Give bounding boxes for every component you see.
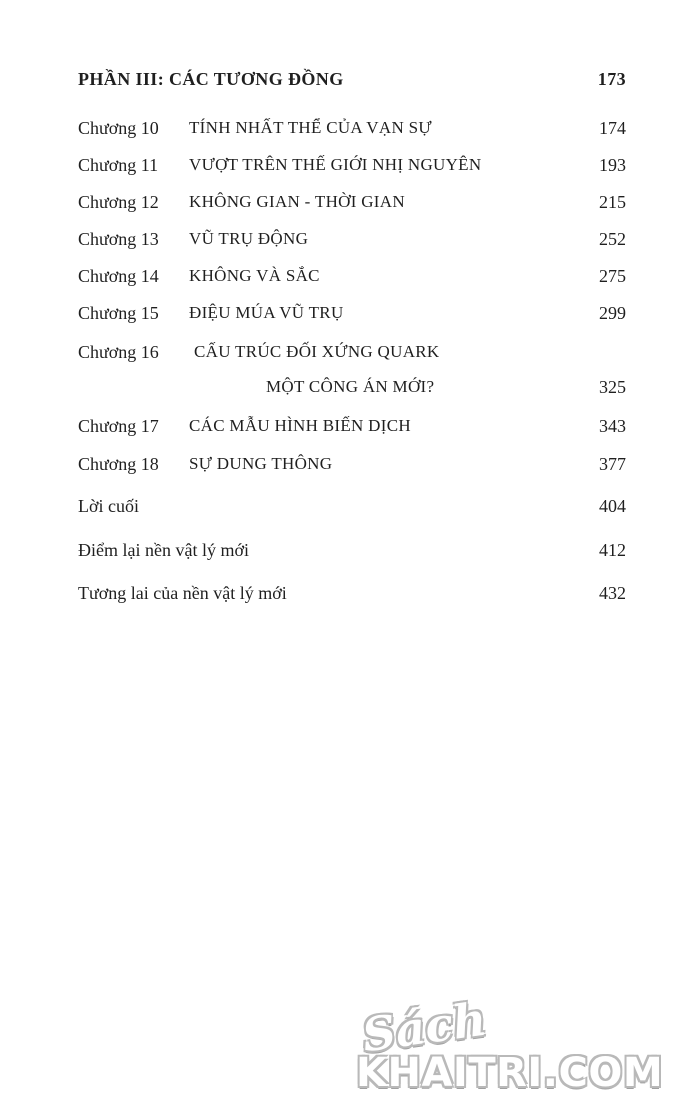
chapter-title-line-2: MỘT CÔNG ÁN MỚI?: [266, 377, 435, 396]
chapter-label: Chương 15: [78, 303, 159, 323]
chapter-title: ĐIỆU MÚA VŨ TRỤ: [189, 303, 344, 322]
toc-row-chapter-14: [78, 266, 626, 292]
watermark-script-text: Sách: [358, 991, 490, 1063]
chapter-page-number: 193: [599, 155, 626, 175]
chapter-title: TÍNH NHẤT THỂ CỦA VẠN SỰ: [189, 118, 432, 137]
toc-row-chapter-12: [78, 192, 626, 218]
chapter-label: Chương 16: [78, 342, 159, 362]
chapter-page-number: 343: [599, 416, 626, 436]
watermark-brand-text: KHAITRI.COM: [356, 1050, 664, 1096]
toc-row-chapter-15: [78, 303, 626, 329]
toc-row-tuong-lai: [78, 583, 626, 609]
watermark-logo: [350, 991, 690, 1110]
toc-row-chapter-11: [78, 155, 626, 181]
section-page-number: 432: [599, 583, 626, 603]
chapter-page-number: 275: [599, 266, 626, 286]
toc-row-chapter-16-continued: [78, 377, 626, 403]
part-page-number: 173: [597, 69, 626, 89]
section-title: Lời cuối: [78, 496, 140, 516]
chapter-title: KHÔNG GIAN - THỜI GIAN: [189, 192, 405, 211]
part-title: PHẦN III: CÁC TƯƠNG ĐỒNG: [78, 69, 344, 89]
toc-row-loi-cuoi: [78, 496, 626, 522]
chapter-page-number: 299: [599, 303, 626, 323]
toc-row-diem-lai: [78, 540, 626, 566]
section-title: Tương lai của nền vật lý mới: [78, 583, 287, 603]
toc-row-chapter-17: [78, 416, 626, 442]
chapter-label: Chương 18: [78, 454, 159, 474]
chapter-title: KHÔNG VÀ SẮC: [189, 266, 320, 285]
chapter-label: Chương 17: [78, 416, 159, 436]
section-page-number: 412: [599, 540, 626, 560]
chapter-title: SỰ DUNG THÔNG: [189, 454, 333, 473]
toc-row-chapter-13: [78, 229, 626, 255]
chapter-title: VƯỢT TRÊN THẾ GIỚI NHỊ NGUYÊN: [189, 155, 482, 174]
toc-part-heading: [78, 69, 626, 99]
chapter-title: CẤU TRÚC ĐỐI XỨNG QUARK: [194, 342, 440, 361]
chapter-label: Chương 13: [78, 229, 159, 249]
chapter-label: Chương 10: [78, 118, 159, 138]
toc-row-chapter-18: [78, 454, 626, 480]
chapter-page-number: 215: [599, 192, 626, 212]
section-title: Điểm lại nền vật lý mới: [78, 540, 249, 560]
chapter-title: CÁC MẪU HÌNH BIẾN DỊCH: [189, 416, 411, 435]
toc-row-chapter-10: [78, 118, 626, 144]
section-page-number: 404: [599, 496, 626, 516]
chapter-label: Chương 12: [78, 192, 159, 212]
chapter-page-number: 252: [599, 229, 626, 249]
chapter-title: VŨ TRỤ ĐỘNG: [189, 229, 309, 248]
chapter-page-number: 174: [599, 118, 626, 138]
chapter-label: Chương 11: [78, 155, 159, 175]
toc-row-chapter-16: [78, 342, 626, 368]
chapter-label: Chương 14: [78, 266, 159, 286]
chapter-page-number: 325: [599, 377, 626, 397]
chapter-page-number: 377: [599, 454, 626, 474]
